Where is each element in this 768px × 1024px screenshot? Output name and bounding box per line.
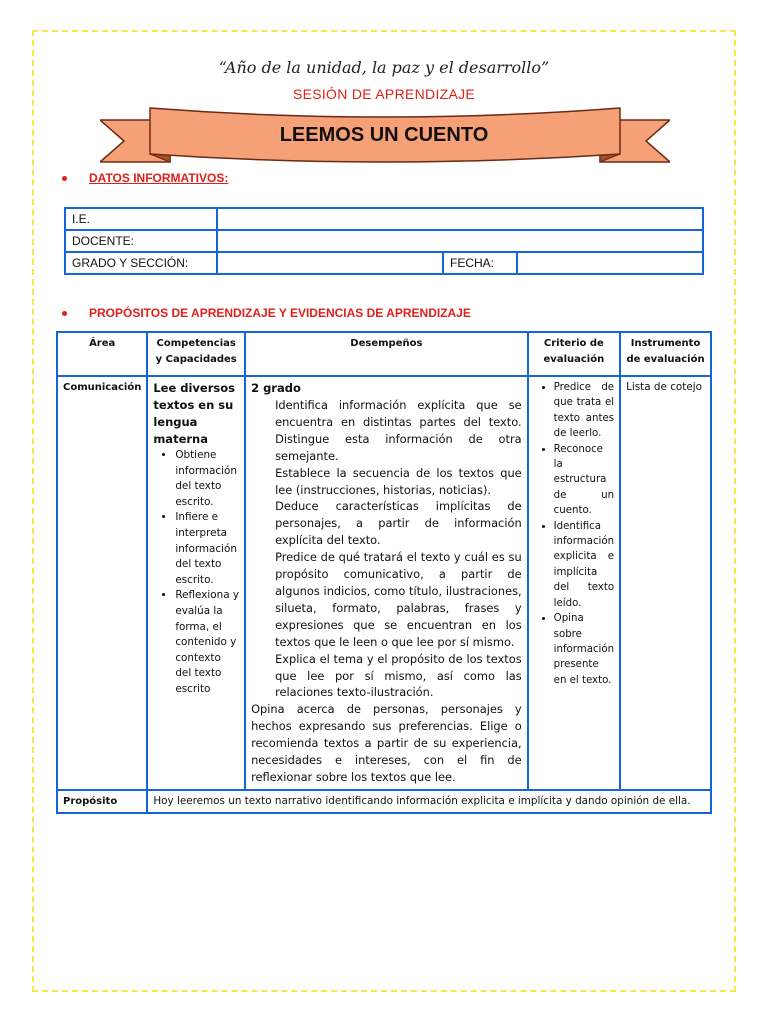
- ie-label: I.E.: [65, 208, 217, 230]
- capacidades-list: [153, 448, 239, 698]
- desempeno-item: Deduce características implícitas de personajes, a partir de información explícita del texto.: [275, 499, 522, 548]
- fecha-value[interactable]: [517, 252, 703, 274]
- section-propositos-label: PROPÓSITOS DE APRENDIZAJE Y EVIDENCIAS DE APRENDIZAJE: [89, 306, 471, 320]
- bullet-dot: [62, 176, 67, 181]
- desempeno-item: Explica el tema y el propósito de los textos que lee por sí mismo, así como las relaciones texto-ilustración.: [275, 651, 522, 700]
- session-title: LEEMOS UN CUENTO: [279, 124, 489, 146]
- competencia-title: Lee diversos textos en su lengua materna: [153, 381, 235, 446]
- info-row-docente: [65, 230, 703, 252]
- desempeno-item: Identifica información explícita que se encuentra en distintas partes del texto. Distingue esta información de otra semejante.: [275, 398, 522, 463]
- list-item: • Opina sobre información presente en el texto.: [554, 611, 614, 688]
- info-table: [64, 207, 704, 275]
- list-item: • Predice de que trata el texto antes de leerlo.: [554, 380, 614, 442]
- section-propositos: [62, 306, 471, 320]
- header-instrumento: Instrumento de evaluación: [620, 332, 711, 376]
- learning-table: [56, 331, 712, 814]
- section-datos-label: DATOS INFORMATIVOS:: [89, 171, 229, 185]
- motto: “Año de la unidad, la paz y el desarrollo”: [218, 58, 550, 77]
- table-row: [57, 376, 711, 790]
- grade-label: 2 grado: [251, 381, 301, 395]
- area-cell: Comunicación: [57, 376, 147, 790]
- info-row-ie: [65, 208, 703, 230]
- grado-value[interactable]: [217, 252, 443, 274]
- header-desempenos: Desempeños: [245, 332, 528, 376]
- list-item: • Reconoce la estructura de un cuento.: [554, 442, 614, 519]
- criterio-cell: [528, 376, 620, 790]
- desempenos-cell: [245, 376, 528, 790]
- proposito-label: Propósito: [57, 790, 147, 814]
- session-heading: SESIÓN DE APRENDIZAJE: [292, 86, 476, 102]
- docente-label: DOCENTE:: [65, 230, 217, 252]
- header-competencias: Competencias y Capacidades: [147, 332, 245, 376]
- instrumento-cell: Lista de cotejo: [620, 376, 711, 790]
- proposito-text: Hoy leeremos un texto narrativo identificando información explicita e implícita y dando opinión de ella.: [147, 790, 711, 814]
- list-item: • Reflexiona y evalúa la forma, el contenido y contexto del texto escrito: [175, 588, 239, 697]
- criterios-list: [534, 380, 614, 688]
- competencias-cell: [147, 376, 245, 790]
- fecha-label: FECHA:: [443, 252, 517, 274]
- table-header-row: [57, 332, 711, 376]
- header-criterio: Criterio de evaluación: [528, 332, 620, 376]
- info-row-grado: [65, 252, 703, 274]
- grado-label: GRADO Y SECCIÓN:: [65, 252, 217, 274]
- header-area: Área: [57, 332, 147, 376]
- proposito-row: [57, 790, 711, 814]
- list-item: • Identifica información explicita e implícita del texto leído.: [554, 519, 614, 611]
- docente-value[interactable]: [217, 230, 703, 252]
- desempeno-final: Opina acerca de personas, personajes y hechos expresando sus preferencias. Elige o recomienda textos a partir de su experiencia, necesidades e intereses, con el fin de reflexionar sobre los textos que lee.: [251, 702, 522, 784]
- desempeno-item: Predice de qué tratará el texto y cuál es su propósito comunicativo, a partir de algunos indicios, como título, ilustraciones, silueta, formato, palabras, frases y expresiones que se encuentran en los textos que le leen o que lee por sí mismo.: [275, 550, 522, 649]
- list-item: • Obtiene información del texto escrito.: [175, 448, 239, 510]
- list-item: • Infiere e interpreta información del texto escrito.: [175, 510, 239, 588]
- ie-value[interactable]: [217, 208, 703, 230]
- desempeno-item: Establece la secuencia de los textos que lee (instrucciones, historias, noticias).: [275, 465, 522, 497]
- section-datos: [62, 171, 228, 185]
- bullet-dot: [62, 311, 67, 316]
